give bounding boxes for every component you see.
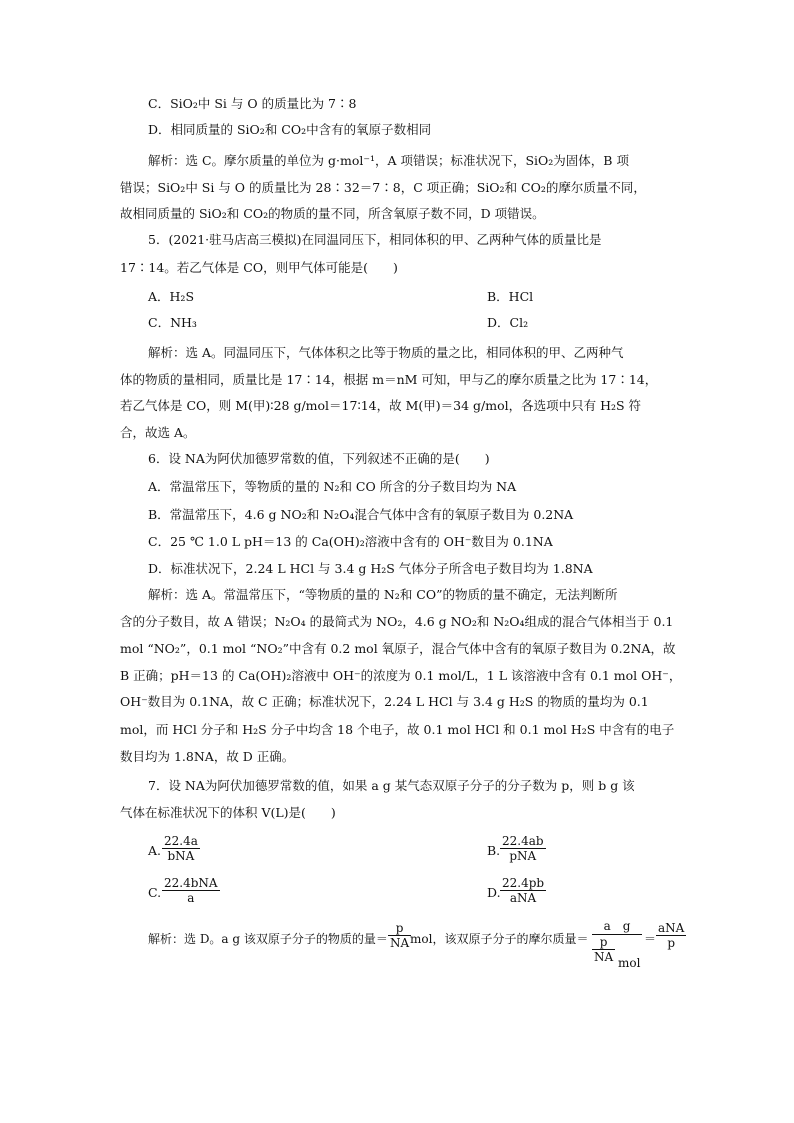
q7-option-b-label: B. [487,843,501,858]
q6-option-c: C．25 ℃ 1.0 L pH＝13 的 Ca(OH)₂溶液中含有的 OH⁻数目为 0.1NA [148,534,553,549]
q5-option-b: B．HCl [487,289,534,304]
q7-option-c-label: C. [148,885,162,900]
q6-option-a: A．常温常压下，等物质的量的 N₂和 CO 所含的分子数目均为 NA [148,479,517,494]
q5-option-d: D．Cl₂ [487,315,529,330]
q7-option-c-denominator: a [187,891,195,905]
q7-explanation-fraction-2-inner [592,935,615,964]
q6-explanation-line-7: 数目均为 1.8NA，故 D 正确。 [120,749,295,764]
q7-option-c-fraction [162,876,220,905]
q7-option-d-label: D. [487,885,501,900]
q5-explanation-line-1: 解析：选 A。同温同压下，气体体积之比等于物质的量之比，相同体积的甲、乙两种气 [148,345,624,360]
q7-stem-line-1: 7．设 NA为阿伏加德罗常数的值，如果 a g 某气态双原子分子的分子数为 p，则 b g 该 [148,778,635,793]
q7-explanation-fraction-1-numerator: p [388,921,411,936]
q7-option-d-fraction [500,876,546,905]
q7-option-a-numerator: 22.4a [164,834,198,848]
q6-explanation-line-1: 解析：选 A。常温常压下，“等物质的量的 N₂和 CO”的物质的量不确定，无法判断所 [148,587,618,602]
q7-option-a-denominator: bNA [167,849,195,863]
q7-stem-line-2: 气体在标准状况下的体积 V(L)是( ) [120,805,336,820]
q7-explanation-fraction-2 [592,918,642,975]
q5-stem-line-1: 5．(2021·驻马店高三模拟)在同温同压下，相同体积的甲、乙两种气体的质量比是 [148,232,602,247]
q7-option-b-denominator: pNA [509,849,537,863]
q7-option-c-numerator: 22.4bNA [164,876,218,890]
q5-option-c: C．NH₃ [148,315,197,330]
q7-explanation-fraction-3-numerator: aNA [658,921,685,935]
q4-option-d: D．相同质量的 SiO₂和 CO₂中含有的氧原子数相同 [148,122,432,137]
q7-option-a-label: A. [148,843,162,858]
q7-option-b-numerator: 22.4ab [502,834,544,848]
q5-explanation-line-4: 合，故选 A。 [120,425,196,440]
q7-option-d-denominator: aNA [509,891,537,905]
q7-explanation-fraction-2-inner-numerator: p [592,935,615,950]
q5-stem-line-2: 17∶14。若乙气体是 CO，则甲气体可能是( ) [120,260,398,275]
q6-explanation-line-2: 含的分子数目，故 A 错误；N₂O₄ 的最简式为 NO₂，4.6 g NO₂和 N₂O₄组成的混合气体相当于 0.1 [120,614,674,629]
q4-explanation-line-1: 解析：选 C。摩尔质量的单位为 g·mol⁻¹，A 项错误；标准状况下，SiO₂为固体，B 项 [148,153,629,168]
q6-option-b: B．常温常压下，4.6 g NO₂和 N₂O₄混合气体中含有的氧原子数目为 0.2NA [148,507,574,522]
q4-explanation-line-2: 错误；SiO₂中 Si 与 O 的质量比为 28∶32＝7∶8，C 项正确；SiO₂和 CO₂的摩尔质量不同， [120,180,646,195]
q7-explanation-fraction-2-inner-denominator: NA [594,950,614,964]
q7-explanation-middle: mol，该双原子分子的摩尔质量＝ [410,932,589,946]
q7-explanation-prefix: 解析：选 D。a g 该双原子分子的物质的量＝ [148,932,388,946]
q7-explanation-fraction-1 [388,921,411,950]
q7-explanation-fraction-3-denominator: p [667,936,675,950]
q7-explanation-equals: ＝ [644,932,657,946]
q6-stem: 6．设 NA为阿伏加德罗常数的值，下列叙述不正确的是( ) [148,451,490,466]
q4-option-c: C．SiO₂中 Si 与 O 的质量比为 7∶8 [148,96,357,111]
q7-option-b-fraction [500,834,546,863]
q6-explanation-line-6: mol，而 HCl 分子和 H₂S 分子中均含 18 个电子，故 0.1 mol HCl 和 0.1 mol H₂S 中含有的电子 [120,722,675,737]
q7-option-d-numerator: 22.4pb [502,876,545,890]
q7-explanation-fraction-2-top: a g [592,918,642,935]
q7-explanation-fraction-3 [656,921,686,950]
q7-option-a-fraction [162,834,200,863]
q5-option-a: A．H₂S [148,289,195,304]
q7-explanation-fraction-1-denominator: NA [390,936,410,950]
q6-explanation-line-4: B 正确；pH＝13 的 Ca(OH)₂溶液中 OH⁻的浓度为 0.1 mol/L，1 L 该溶液中含有 0.1 mol OH⁻， [120,668,682,683]
q5-explanation-line-3: 若乙气体是 CO，则 M(甲)∶28 g/mol＝17∶14，故 M(甲)＝34 g/mol，各选项中只有 H₂S 符 [120,398,642,413]
q6-explanation-line-3: mol “NO₂”，0.1 mol “NO₂”中含有 0.2 mol 氧原子，混合气体中含有的氧原子数目为 0.2NA，故 [120,641,676,656]
q6-option-d: D．标准状况下，2.24 L HCl 与 3.4 g H₂S 气体分子所含电子数目均为 1.8NA [148,561,593,576]
q7-explanation-fraction-2-unit: mol [618,956,641,970]
q4-explanation-line-3: 故相同质量的 SiO₂和 CO₂的物质的量不同，所含氧原子数不同，D 项错误。 [120,206,545,221]
q6-explanation-line-5: OH⁻数目为 0.1NA，故 C 正确；标准状况下，2.24 L HCl 与 3.4 g H₂S 的物质的量均为 0.1 [120,694,649,709]
q5-explanation-line-2: 体的物质的量相同，质量比是 17∶14，根据 m＝nM 可知，甲与乙的摩尔质量之比为 17∶14， [120,372,658,387]
